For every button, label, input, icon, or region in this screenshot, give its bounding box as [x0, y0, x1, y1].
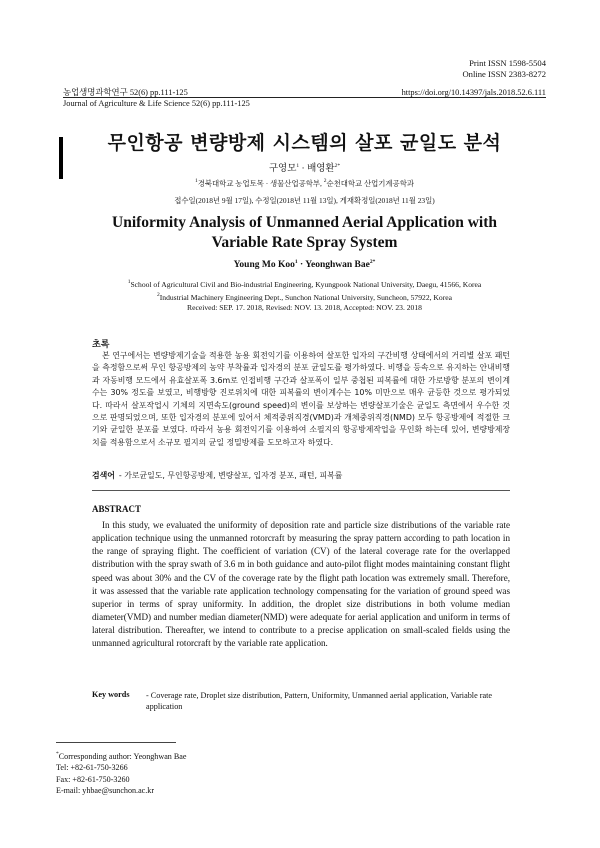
english-affiliations: $^1$School of Agricultural Civil and Bio-industrial Engineering, Kyungpook National University, Daegu, 41566, Korea $^2$Industrial Machinery Engineering Dept., Sunchon National University, Suncheon, 57922, Korea	[127, 279, 482, 302]
doi-link[interactable]: https://doi.org/10.14397/jals.2018.52.6.111	[401, 88, 546, 97]
english-abstract: In this study, we evaluated the uniformity of deposition rate and particle size distributions of the variable rate application technique using the unmanned rotorcraft by measuring the spray pattern according to path location in the range of spraying flight. The coefficient of variation (CV) of the lateral coverage rate for the overlapped distribution with the spray swath of 3.6 m in both guidance and auto-pilot flight modes maintaining constant flight speed was about 30% and the CV of the coverage rate by the flight path location was extremely small. Therefore, it was assessed that the variable rate application technology compensating for the variation of ground speed was superior in terms of spray uniformity. In addition, the droplet size distributions in both volume median diameter(VMD) and number median diameter(NMD) were adequate for aerial application and uniform in terms of lateral distribution. Thereafter, we intend to contribute to a precise application on small-scaled fields using the unmanned agricultural rotorcraft by the variable rate application.	[92, 520, 510, 649]
print-issn: Print ISSN 1598-5504	[469, 58, 546, 68]
korean-title: 무인항공 변량방제 시스템의 살포 균일도 분석	[107, 132, 502, 154]
english-keywords-label: Key words	[92, 690, 130, 699]
korean-keywords: 검색어 - 가로균일도, 무인항공방제, 변량살포, 입자경 분포, 패턴, 피복률	[92, 471, 343, 480]
korean-abstract: 본 연구에서는 변량방제기술을 적용한 농용 회전익기를 이용하여 살포한 입자의 구간비행 상태에서의 거리별 살포 패턴을 측정함으로써 무인 항공방제의 농약 부착률과 입자경의 분포 균일도를 평가하였다. 비행을 등속으로 유지하는 안내비행과 자동비행 모드에서 유효살포폭 3.6m로 인접비행 구간과 살포폭이 일부 중첩된 피복률에 대한 가로방향 분포의 변이계수는 30% 정도를 보였고, 비행방향 진로위치에 대한 피복률의 변이계수는 10% 미만으로 매우 균등한 것으로 평가되었다. 따라서 살포작업시 기체의 지면속도(ground speed)의 변이를 보상하는 변량살포기술은 균일도 측면에서 우수한 것으로 판명되었으며, 또한 입자경의 분포에 있어서 체적중위직경(VMD)과 개체중위직경(NMD) 모두 항공방제에 적절한 크기와 균일한 분포를 보였다. 따라서 농용 회전익기를 이용하여 소필지의 항공방제작업을 무인화 하는데 있어, 변량방제장치를 적용함으로서 소규모 필지의 균일 정밀방제를 도모하고자 하였다.	[92, 351, 510, 447]
issn-block	[462, 58, 546, 79]
header-divider	[63, 97, 546, 98]
email[interactable]: E-mail: yhbae@sunchon.ac.kr	[56, 786, 155, 796]
english-title: Uniformity Analysis of Unmanned Aerial Application with Variable Rate Spray System	[112, 214, 497, 251]
journal-citation	[63, 88, 250, 109]
journal-english: Journal of Agriculture & Life Science 52(6) pp.111-125	[63, 98, 250, 108]
footnote: *Corresponding author: Yeonghwan Bae Tel: +82-61-750-3266 Fax: +82-61-750-3260 E-mail: yhbae@sunchon.ac.kr	[56, 751, 187, 796]
english-abstract-heading: ABSTRACT	[92, 504, 142, 514]
footnote-divider	[56, 742, 176, 743]
online-issn: Online ISSN 2383-8272	[462, 68, 546, 79]
korean-abstract-heading: 초록	[92, 340, 110, 350]
korean-keywords-label: 검색어	[92, 471, 115, 480]
korean-dates: 접수일(2018년 9월 17일), 수정일(2018년 11월 13일), 게재확정일(2018년 11월 23일)	[174, 196, 435, 205]
corresponding-author: Corresponding author: Yeonghwan Bae	[58, 752, 187, 761]
korean-authors: 구영모$^1$ · 배영환$^{2*}$	[268, 163, 341, 174]
english-dates: Received: SEP. 17. 2018, Revised: NOV. 13. 2018, Accepted: NOV. 23. 2018	[187, 303, 422, 312]
english-authors: Young Mo Koo$^1$ · Yeonghwan Bae$^{2*}$	[233, 259, 376, 270]
telephone: Tel: +82-61-750-3266	[56, 763, 128, 773]
english-author-1: Young Mo Koo	[233, 260, 295, 270]
english-keywords: - Coverage rate, Droplet size distribution, Pattern, Uniformity, Unmanned aerial application, Variable rate application	[146, 691, 493, 711]
korean-author-1: 구영모	[268, 164, 297, 174]
korean-affiliations: $^1$경북대학교 농업토목 · 생물산업공학부, $^2$순천대학교 산업기계공학과	[195, 178, 414, 188]
fax: Fax: +82-61-750-3260	[56, 774, 130, 784]
abstract-divider	[92, 490, 510, 491]
journal-korean: 농업생명과학연구 52(6) pp.111-125	[63, 88, 188, 97]
english-author-2: Yeonghwan Bae	[305, 260, 370, 270]
korean-author-2: 배영환	[307, 164, 335, 174]
